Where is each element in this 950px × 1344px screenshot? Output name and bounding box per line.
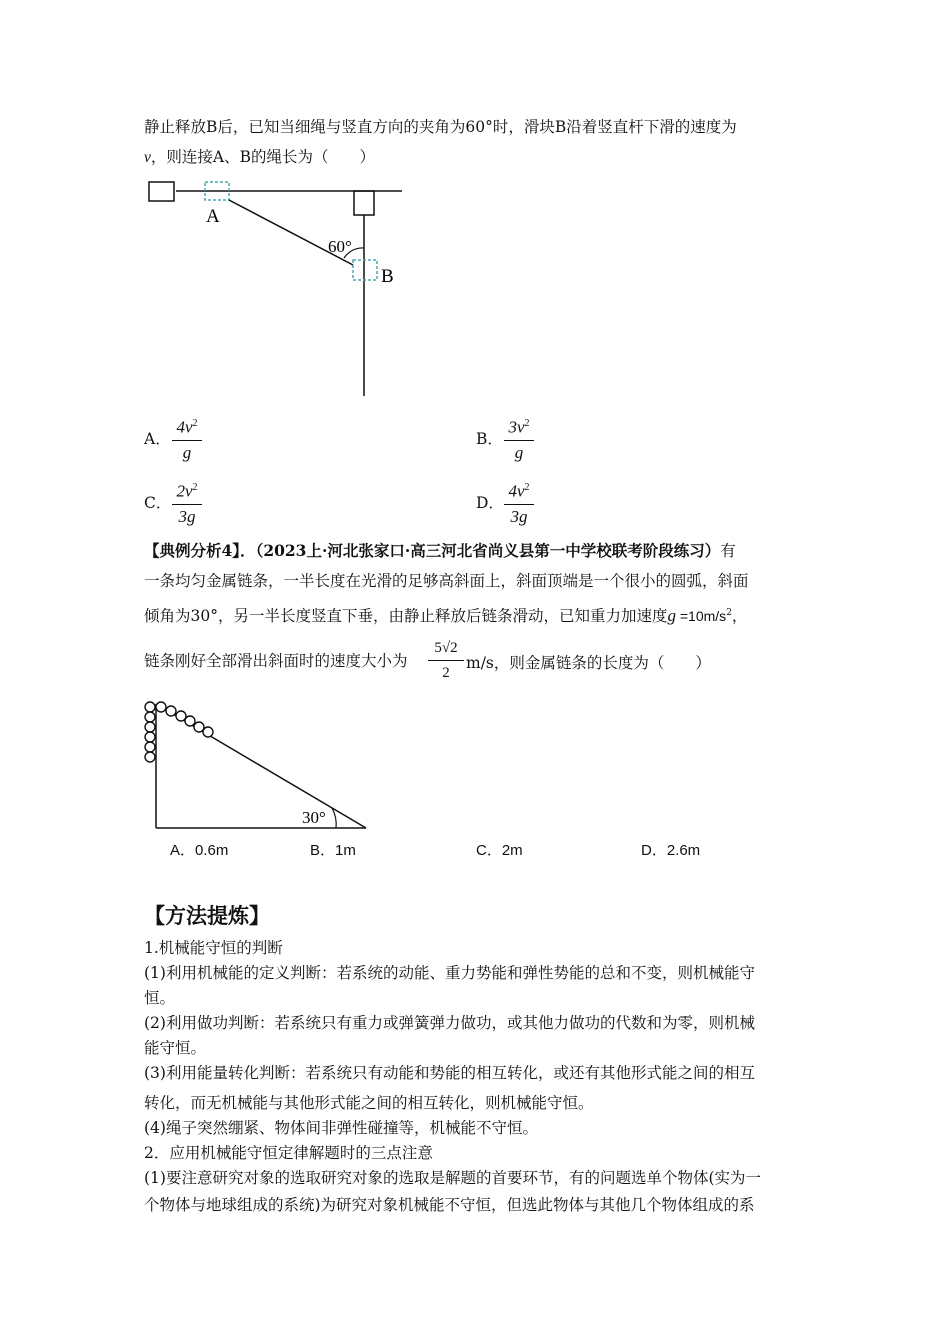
chain-link — [145, 732, 155, 742]
problem4-tag: 【典例分析4】 — [144, 541, 241, 560]
label-b: B — [381, 266, 394, 287]
problem4-line3: 倾角为30°，另一半长度竖直下垂，由静止释放后链条滑动，已知重力加速度$g =10m/s^2$， — [144, 606, 748, 626]
problem4-line2: 一条均匀金属链条，一半长度在光滑的足够高斜面上，斜面顶端是一个很小的圆弧，斜面 — [144, 572, 749, 590]
chain-link — [203, 727, 213, 737]
option-a-fraction: $4v^2$ g — [172, 414, 202, 463]
option-a-letter: A． — [144, 430, 171, 448]
problem3-line2-text: ，则连接A、B的绳长为（ ） — [150, 148, 375, 166]
option-b-letter: B． — [476, 430, 503, 448]
p4-option-c: C．2m — [476, 842, 523, 859]
velocity-variable: v — [144, 149, 151, 166]
chain-link — [185, 716, 195, 726]
incline-angle-label: 30° — [302, 808, 326, 827]
chain-link — [166, 706, 176, 716]
p4-option-b: B．1m — [310, 842, 356, 859]
left-block — [149, 182, 174, 201]
chain-link — [156, 702, 166, 712]
method-heading: 【方法提炼】 — [144, 903, 270, 928]
problem3-line1: 静止释放B后，已知当细绳与竖直方向的夹角为60°时，滑块B沿着竖直杆下滑的速度为 — [144, 118, 737, 136]
speed-fraction: 5√2 2 — [428, 638, 464, 683]
option-d-letter: D． — [476, 494, 504, 512]
slider-b — [353, 260, 377, 280]
option-b-fraction: $3v^2$ g — [504, 414, 534, 463]
problem4-header: 【典例分析4】．（2023上·河北张家口·高三河北省尚义县第一中学校联考阶段练习）有 — [144, 541, 736, 560]
problem4-line4: 链条刚好全部滑出斜面时的速度大小为 — [144, 652, 408, 670]
option-c-letter: C． — [144, 494, 172, 512]
method-line: 转化，而无机械能与其他形式能之间的相互转化，则机械能守恒。 — [144, 1094, 594, 1112]
method-line: 个物体与地球组成的系统)为研究对象机械能不守恒，但选此物体与其他几个物体组成的系 — [144, 1196, 755, 1214]
method-line: (2)利用做功判断：若系统只有重力或弹簧弹力做功，或其他力做功的代数和为零，则机械 — [144, 1014, 755, 1032]
chain-link — [145, 702, 155, 712]
pulley-mount — [354, 191, 374, 215]
chain-link — [145, 742, 155, 752]
angle-arc-30 — [332, 808, 336, 828]
option-c-fraction: $2v^2$ 3g — [172, 478, 202, 527]
method-line: 恒。 — [144, 989, 176, 1007]
method-line: (1)要注意研究对象的选取研究对象的选取是解题的首要环节，有的问题选单个物体(实为一 — [144, 1169, 762, 1187]
chain-link — [194, 722, 204, 732]
problem3-line2 — [144, 146, 375, 169]
rope-slider-figure — [140, 172, 420, 400]
p4-option-d: D．2.6m — [641, 842, 701, 859]
method-line: (3)利用能量转化判断：若系统只有动能和势能的相互转化，或还有其他形式能之间的相互 — [144, 1064, 755, 1082]
angle-label: 60° — [328, 237, 352, 256]
option-d-fraction: $4v^2$ 3g — [504, 478, 534, 527]
chain-link — [145, 712, 155, 722]
p4-option-a: A．0.6m — [170, 842, 229, 859]
method-line: (1)利用机械能的定义判断：若系统的动能、重力势能和弹性势能的总和不变，则机械能守 — [144, 964, 755, 982]
problem4-source: （2023上·河北张家口·高三河北省尚义县第一中学校联考阶段练习） — [255, 541, 721, 560]
method-line: 能守恒。 — [144, 1039, 207, 1057]
chain-link — [145, 722, 155, 732]
chain-link — [176, 711, 186, 721]
label-a: A — [206, 206, 220, 227]
chain-incline-figure — [140, 696, 380, 836]
method-line: 1.机械能守恒的判断 — [144, 939, 283, 957]
chain-links — [145, 702, 213, 762]
method-line: (4)绳子突然绷紧、物体间非弹性碰撞等，机械能不守恒。 — [144, 1119, 538, 1137]
method-line: 2．应用机械能守恒定律解题时的三点注意 — [144, 1144, 433, 1162]
problem4-line4-tail: m/s，则金属链条的长度为（ ） — [466, 654, 711, 672]
chain-link — [145, 752, 155, 762]
